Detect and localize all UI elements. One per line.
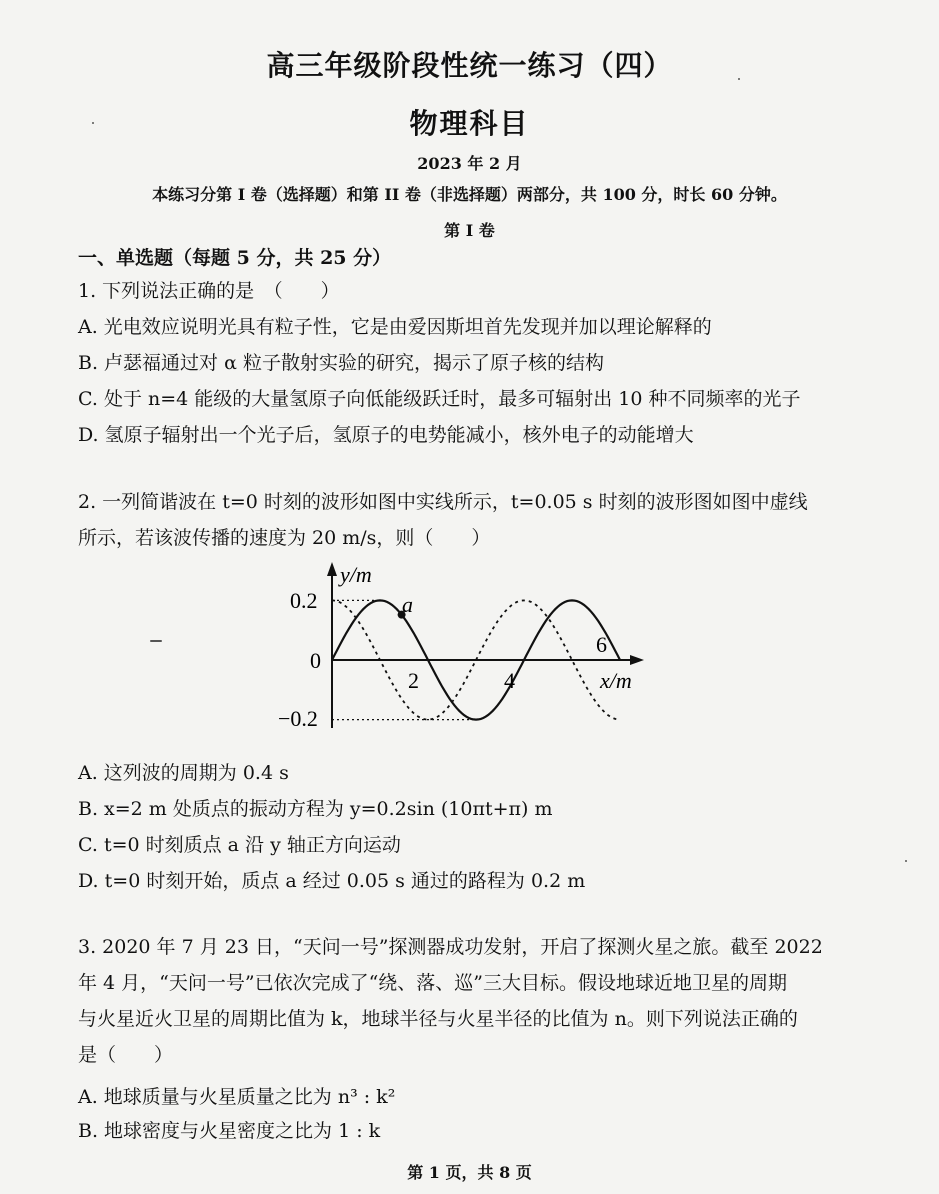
scan-speck <box>738 78 740 80</box>
y-axis-arrow <box>327 562 337 576</box>
x-tick-2: 2 <box>408 668 419 693</box>
q2-option-c: C. t=0 时刻质点 a 沿 y 轴正方向运动 <box>78 834 401 856</box>
q3-option-b: B. 地球密度与火星密度之比为 1 : k <box>78 1120 381 1142</box>
wave-figure <box>270 558 670 748</box>
q3-option-a: A. 地球质量与火星质量之比为 n³ : k² <box>78 1086 396 1108</box>
x-tick-6: 6 <box>596 632 607 657</box>
q1-option-b: B. 卢瑟福通过对 α 粒子散射实验的研究，揭示了原子核的结构 <box>78 352 604 374</box>
exam-title: 高三年级阶段性统一练习（四） <box>266 49 673 82</box>
exam-date: 2023 年 2 月 <box>417 154 522 173</box>
section-title: 一、单选题（每题 5 分，共 25 分） <box>78 247 392 269</box>
q3-stem-line2: 年 4 月，“天问一号”已依次完成了“绕、落、巡”三大目标。假设地球近地卫星的周期 <box>78 972 788 994</box>
q1-option-c: C. 处于 n=4 能级的大量氢原子向低能级跃迁时，最多可辐射出 10 种不同频率的光子 <box>78 388 801 410</box>
scan-speck <box>92 122 94 124</box>
q1-option-a: A. 光电效应说明光具有粒子性，它是由爱因斯坦首先发现并加以理论解释的 <box>78 316 712 338</box>
y-tick-zero: 0 <box>310 648 321 673</box>
x-tick-4: 4 <box>504 668 515 693</box>
point-a-label: a <box>402 592 413 617</box>
scan-speck <box>150 640 162 642</box>
q2-stem-line2: 所示，若该波传播的速度为 20 m/s，则（ ） <box>78 527 491 549</box>
x-axis-label: x/m <box>600 668 632 693</box>
exam-intro: 本练习分第 I 卷（选择题）和第 II 卷（非选择题）两部分，共 100 分，时长 60 分钟。 <box>152 185 787 204</box>
page-footer: 第 1 页，共 8 页 <box>407 1163 532 1182</box>
y-axis-label: y/m <box>340 562 372 587</box>
y-tick-top: 0.2 <box>290 588 318 613</box>
subject-title: 物理科目 <box>409 107 530 140</box>
q1-stem: 1. 下列说法正确的是 （ ） <box>78 280 340 302</box>
q3-stem-line1: 3. 2020 年 7 月 23 日，“天问一号”探测器成功发射，开启了探测火星之旅。截至 2022 <box>78 936 823 958</box>
q1-option-d: D. 氢原子辐射出一个光子后，氢原子的电势能减小，核外电子的动能增大 <box>78 424 694 446</box>
q2-option-a: A. 这列波的周期为 0.4 s <box>78 762 289 784</box>
q2-option-d: D. t=0 时刻开始，质点 a 经过 0.05 s 通过的路程为 0.2 m <box>78 870 586 892</box>
q2-stem-line1: 2. 一列简谐波在 t=0 时刻的波形如图中实线所示，t=0.05 s 时刻的波形图如图中虚线 <box>78 491 808 513</box>
q3-stem-line4: 是（ ） <box>78 1044 174 1066</box>
scan-speck <box>905 860 907 862</box>
q2-option-b: B. x=2 m 处质点的振动方程为 y=0.2sin (10πt+π) m <box>78 798 553 820</box>
x-axis-arrow <box>630 655 644 665</box>
q3-stem-line3: 与火星近火卫星的周期比值为 k，地球半径与火星半径的比值为 n。则下列说法正确的 <box>78 1008 798 1030</box>
y-tick-bottom: −0.2 <box>278 706 318 731</box>
volume-label: 第 I 卷 <box>444 221 495 240</box>
